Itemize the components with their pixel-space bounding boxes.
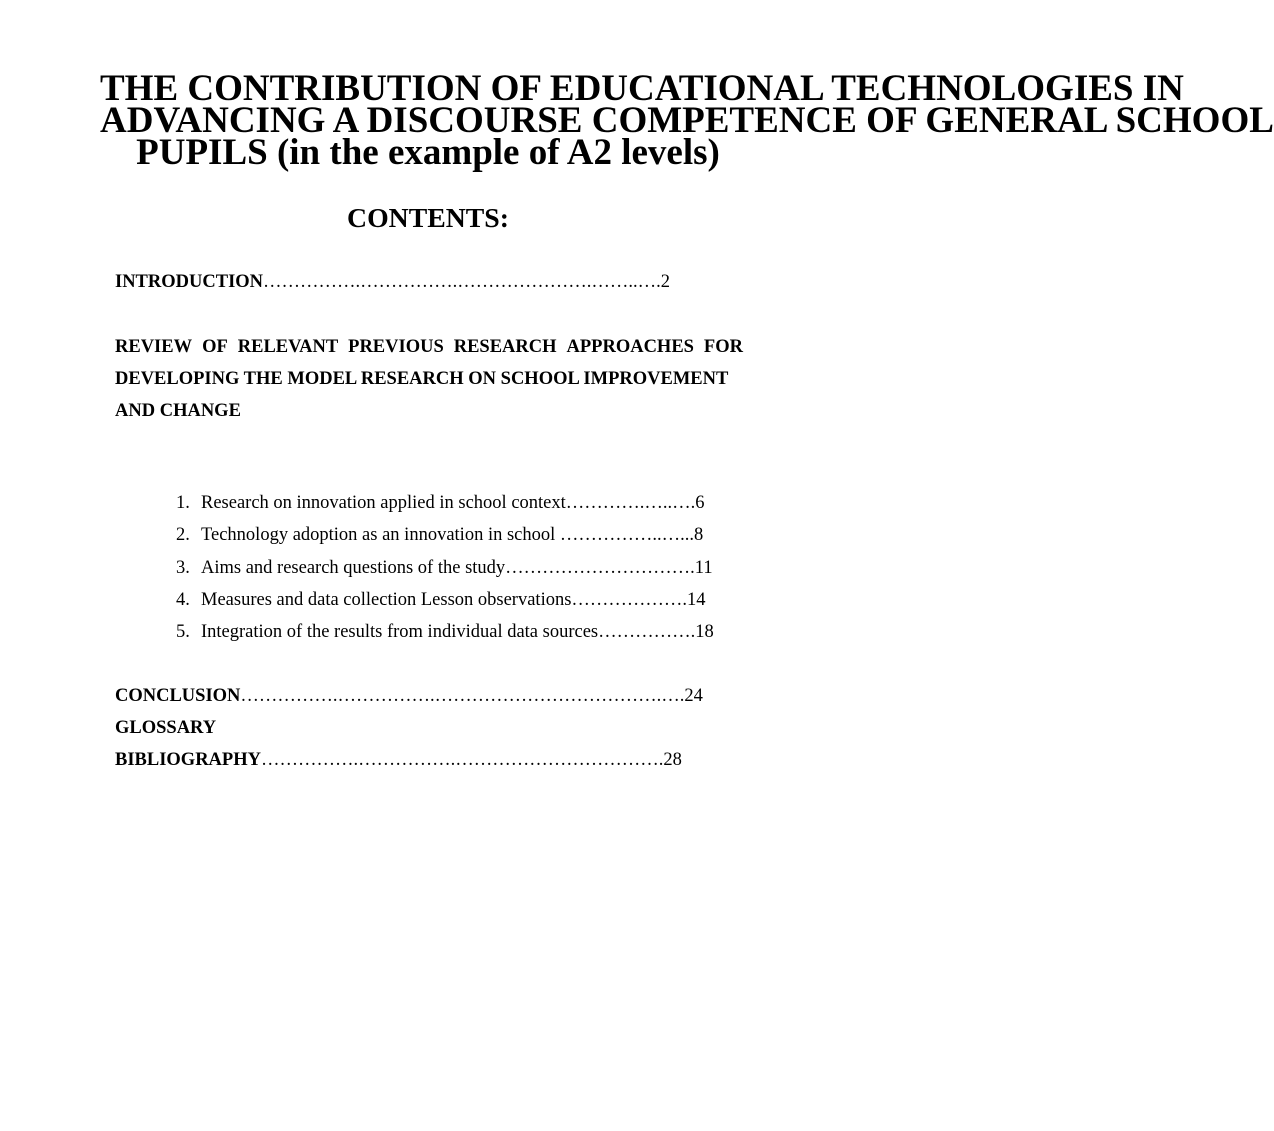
subsection-item xyxy=(176,487,714,519)
subsection-leader: ………………. xyxy=(571,589,688,610)
introduction-page: 2 xyxy=(660,272,671,292)
review-heading-line-1 xyxy=(115,331,743,363)
review-word: PREVIOUS xyxy=(348,337,444,357)
subsection-item xyxy=(176,519,714,551)
conclusion-page: 24 xyxy=(684,686,703,706)
review-word: APPROACHES xyxy=(566,337,694,357)
conclusion-leader: …………….…………….……………………………….…. xyxy=(240,686,685,706)
subsection-number: 5. xyxy=(176,622,190,643)
contents-heading: CONTENTS: xyxy=(347,203,509,234)
subsection-number: 4. xyxy=(176,589,190,610)
subsection-number: 3. xyxy=(176,557,190,578)
subsection-item xyxy=(176,552,714,584)
subsection-page: 6 xyxy=(695,493,705,513)
title-line-1: THE CONTRIBUTION OF EDUCATIONAL TECHNOLOGIES IN xyxy=(100,68,1184,109)
subsection-number: 1. xyxy=(176,493,190,513)
subsection-page: 8 xyxy=(694,525,704,546)
subsection-leader: ……………..…... xyxy=(559,525,695,546)
subsection-list xyxy=(176,487,714,648)
review-word: REVIEW xyxy=(115,337,193,357)
review-word: RELEVANT xyxy=(237,337,339,357)
subsection-text: Aims and research questions of the study xyxy=(201,557,506,578)
bibliography-leader: …………….…………….……………………………. xyxy=(260,750,664,770)
document-title xyxy=(100,68,1274,173)
title-line-3: PUPILS (in the example of A2 levels) xyxy=(136,132,720,173)
introduction-label: INTRODUCTION xyxy=(115,272,264,292)
review-heading xyxy=(115,331,743,427)
review-word: OF xyxy=(202,337,228,357)
introduction-leader: …………….…………….………………….……..…. xyxy=(263,272,661,292)
toc-entry-introduction xyxy=(115,266,670,298)
subsection-leader: …………………………. xyxy=(505,557,695,578)
review-heading-line-3: AND CHANGE xyxy=(115,401,241,421)
subsection-page: 18 xyxy=(695,622,714,643)
conclusion-label: CONCLUSION xyxy=(115,686,241,706)
toc-entry-conclusion xyxy=(115,680,703,712)
title-line-2: ADVANCING A DISCOURSE COMPETENCE OF GENERAL SCHOOL xyxy=(100,100,1274,141)
bibliography-label: BIBLIOGRAPHY xyxy=(115,750,261,770)
subsection-leader: ……………. xyxy=(598,622,696,643)
subsection-leader: ………….…..…. xyxy=(565,493,696,513)
review-word: RESEARCH xyxy=(453,337,557,357)
subsection-text: Technology adoption as an innovation in school xyxy=(201,525,560,546)
subsection-page: 14 xyxy=(687,589,706,610)
subsection-page: 11 xyxy=(694,557,713,578)
bibliography-page: 28 xyxy=(663,750,682,770)
subsection-text: Research on innovation applied in school context xyxy=(201,493,566,513)
subsection-number: 2. xyxy=(176,525,190,546)
review-heading-line-2: DEVELOPING THE MODEL RESEARCH ON SCHOOL IMPROVEMENT xyxy=(115,369,729,389)
glossary-label: GLOSSARY xyxy=(115,718,217,738)
subsection-text: Integration of the results from individual data sources xyxy=(201,622,599,643)
toc-entry-glossary xyxy=(115,712,216,744)
review-word: FOR xyxy=(703,337,743,357)
subsection-text: Measures and data collection Lesson observations xyxy=(201,589,572,610)
subsection-item xyxy=(176,584,714,616)
toc-entry-bibliography xyxy=(115,744,682,776)
subsection-item xyxy=(176,616,714,648)
